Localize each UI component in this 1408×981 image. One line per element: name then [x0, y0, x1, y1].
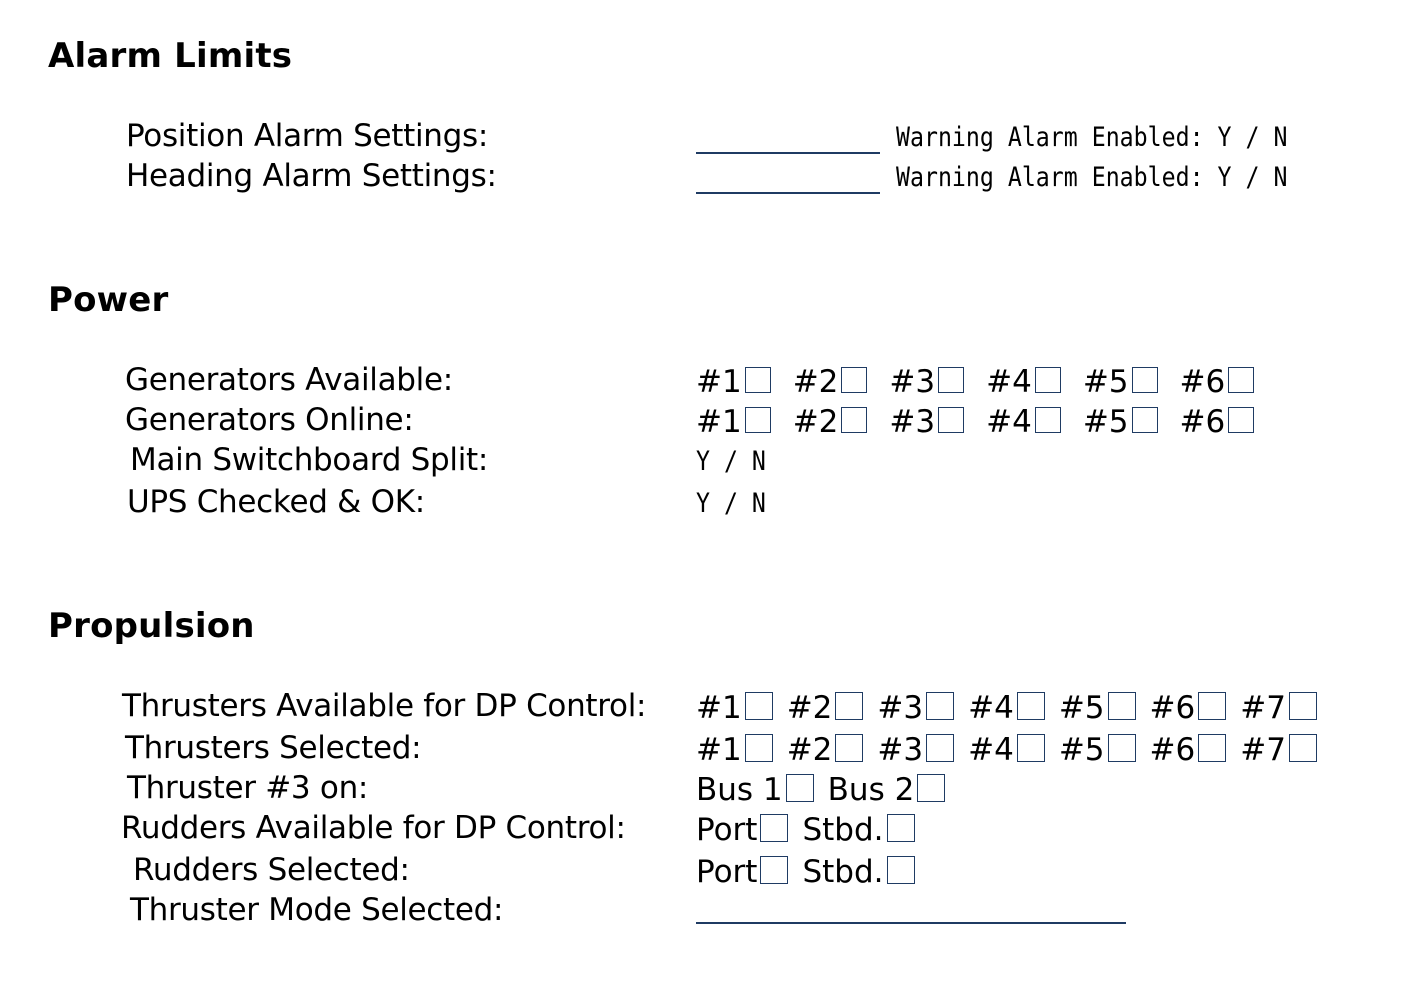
gen-available-5[interactable] [1083, 363, 1158, 401]
generators-available-label: Generators Available: [125, 362, 453, 398]
rudders-selected-options [696, 852, 929, 890]
checkbox[interactable] [745, 407, 771, 433]
rudder-available-stbd[interactable] [802, 811, 914, 849]
thruster-available-5[interactable] [1059, 689, 1136, 727]
checkbox[interactable] [1017, 692, 1045, 720]
gen-label: #1 [696, 364, 742, 401]
gen-available-2[interactable] [793, 363, 868, 401]
thruster-label: #5 [1058, 690, 1105, 727]
gen-available-3[interactable] [889, 363, 964, 401]
thruster-available-6[interactable] [1150, 689, 1227, 727]
gen-label: #2 [792, 364, 839, 401]
position-warning-alarm-enabled[interactable] [896, 118, 1351, 154]
thruster-label: #7 [1240, 732, 1286, 769]
generators-online-label: Generators Online: [125, 402, 414, 438]
thruster-available-7[interactable] [1240, 689, 1317, 727]
thruster-available-4[interactable] [968, 689, 1045, 727]
thruster-selected-1[interactable] [696, 731, 773, 769]
thruster-selected-4[interactable] [968, 731, 1045, 769]
bus-label: Bus 1 [696, 772, 783, 809]
thruster-selected-6[interactable] [1150, 731, 1227, 769]
checkbox[interactable] [887, 814, 915, 842]
section-title-alarm-limits: Alarm Limits [48, 36, 293, 76]
checkbox[interactable] [1228, 407, 1254, 433]
thruster-label: #7 [1240, 690, 1286, 727]
stbd-label: Stbd. [802, 812, 884, 849]
gen-label: #1 [696, 404, 742, 441]
main-switchboard-yn[interactable] [696, 442, 777, 478]
generators-online-options [696, 402, 1276, 440]
thruster-label: #3 [877, 690, 924, 727]
checkbox[interactable] [1108, 692, 1136, 720]
checkbox[interactable] [1035, 367, 1061, 393]
rudder-available-port[interactable] [696, 811, 788, 849]
thruster-available-3[interactable] [877, 689, 954, 727]
main-switchboard-label: Main Switchboard Split: [130, 442, 489, 478]
thrusters-available-options [696, 688, 1331, 726]
gen-online-4[interactable] [986, 403, 1061, 441]
thruster-label: #2 [786, 732, 833, 769]
gen-online-2[interactable] [793, 403, 868, 441]
thruster-mode-input[interactable] [696, 922, 1126, 924]
port-label: Port [696, 854, 758, 891]
heading-alarm-label: Heading Alarm Settings: [126, 158, 497, 194]
gen-label: #5 [1082, 364, 1129, 401]
thruster-available-1[interactable] [696, 689, 773, 727]
thruster-label: #6 [1149, 732, 1196, 769]
gen-available-1[interactable] [696, 363, 771, 401]
checkbox[interactable] [760, 856, 788, 884]
thruster-label: #1 [696, 690, 742, 727]
gen-label: #2 [792, 404, 839, 441]
gen-online-1[interactable] [696, 403, 771, 441]
bus-label: Bus 2 [827, 772, 915, 809]
checkbox[interactable] [1132, 367, 1158, 393]
rudders-available-options [696, 810, 929, 848]
gen-label: #6 [1179, 404, 1226, 441]
yn-text: Y / N [696, 446, 766, 477]
port-label: Port [696, 812, 758, 849]
checkbox[interactable] [745, 692, 773, 720]
gen-online-6[interactable] [1180, 403, 1255, 441]
generators-available-options [696, 362, 1276, 400]
checkbox[interactable] [786, 774, 814, 802]
checkbox[interactable] [1289, 692, 1317, 720]
gen-label: #5 [1082, 404, 1129, 441]
rudder-selected-stbd[interactable] [802, 853, 914, 891]
checkbox[interactable] [841, 407, 867, 433]
gen-label: #6 [1179, 364, 1226, 401]
ups-checked-yn[interactable] [696, 484, 777, 520]
checkbox[interactable] [760, 814, 788, 842]
checkbox[interactable] [1017, 734, 1045, 762]
checkbox[interactable] [887, 856, 915, 884]
thrusters-available-label: Thrusters Available for DP Control: [122, 688, 647, 724]
stbd-label: Stbd. [802, 854, 884, 891]
checkbox[interactable] [1198, 692, 1226, 720]
thruster-selected-7[interactable] [1240, 731, 1317, 769]
checkbox[interactable] [926, 734, 954, 762]
heading-warning-alarm-enabled[interactable] [896, 158, 1351, 194]
checkbox[interactable] [1198, 734, 1226, 762]
gen-label: #4 [986, 364, 1032, 401]
checkbox[interactable] [1228, 367, 1254, 393]
thruster3-bus-options [696, 770, 959, 808]
checkbox[interactable] [835, 692, 863, 720]
thruster-selected-2[interactable] [787, 731, 864, 769]
thruster-label: #3 [877, 732, 924, 769]
position-alarm-label: Position Alarm Settings: [126, 118, 489, 154]
thruster-label: #1 [696, 732, 742, 769]
gen-label: #3 [889, 404, 936, 441]
checkbox[interactable] [745, 367, 771, 393]
checkbox[interactable] [917, 774, 945, 802]
position-warning-text: Warning Alarm Enabled: Y / N [896, 122, 1288, 153]
position-alarm-input[interactable] [696, 152, 880, 154]
rudders-selected-label: Rudders Selected: [133, 852, 410, 888]
rudders-available-label: Rudders Available for DP Control: [121, 810, 626, 846]
section-title-power: Power [48, 280, 169, 320]
gen-online-5[interactable] [1083, 403, 1158, 441]
heading-alarm-input[interactable] [696, 192, 880, 194]
ups-checked-label: UPS Checked & OK: [127, 484, 425, 520]
checkbox[interactable] [1132, 407, 1158, 433]
thruster-mode-label: Thruster Mode Selected: [130, 892, 504, 928]
checkbox[interactable] [926, 692, 954, 720]
bus-2-option[interactable] [828, 771, 946, 809]
gen-label: #4 [986, 404, 1032, 441]
thrusters-selected-label: Thrusters Selected: [125, 730, 422, 766]
thruster-label: #4 [968, 732, 1014, 769]
checkbox[interactable] [841, 367, 867, 393]
thruster-label: #6 [1149, 690, 1196, 727]
heading-warning-text: Warning Alarm Enabled: Y / N [896, 162, 1288, 193]
section-title-propulsion: Propulsion [48, 606, 255, 646]
thruster-available-2[interactable] [787, 689, 864, 727]
thruster-label: #4 [968, 690, 1014, 727]
checkbox[interactable] [938, 367, 964, 393]
gen-available-6[interactable] [1180, 363, 1255, 401]
checkbox[interactable] [835, 734, 863, 762]
gen-label: #3 [889, 364, 936, 401]
yn-text: Y / N [696, 488, 766, 519]
checkbox[interactable] [938, 407, 964, 433]
thruster3-bus-label: Thruster #3 on: [127, 770, 369, 806]
thruster-label: #2 [786, 690, 833, 727]
checkbox[interactable] [745, 734, 773, 762]
checkbox[interactable] [1289, 734, 1317, 762]
thruster-selected-3[interactable] [877, 731, 954, 769]
checkbox[interactable] [1035, 407, 1061, 433]
checkbox[interactable] [1108, 734, 1136, 762]
thrusters-selected-options [696, 730, 1331, 768]
gen-available-4[interactable] [986, 363, 1061, 401]
gen-online-3[interactable] [889, 403, 964, 441]
rudder-selected-port[interactable] [696, 853, 788, 891]
bus-1-option[interactable] [696, 771, 814, 809]
thruster-label: #5 [1058, 732, 1105, 769]
thruster-selected-5[interactable] [1059, 731, 1136, 769]
